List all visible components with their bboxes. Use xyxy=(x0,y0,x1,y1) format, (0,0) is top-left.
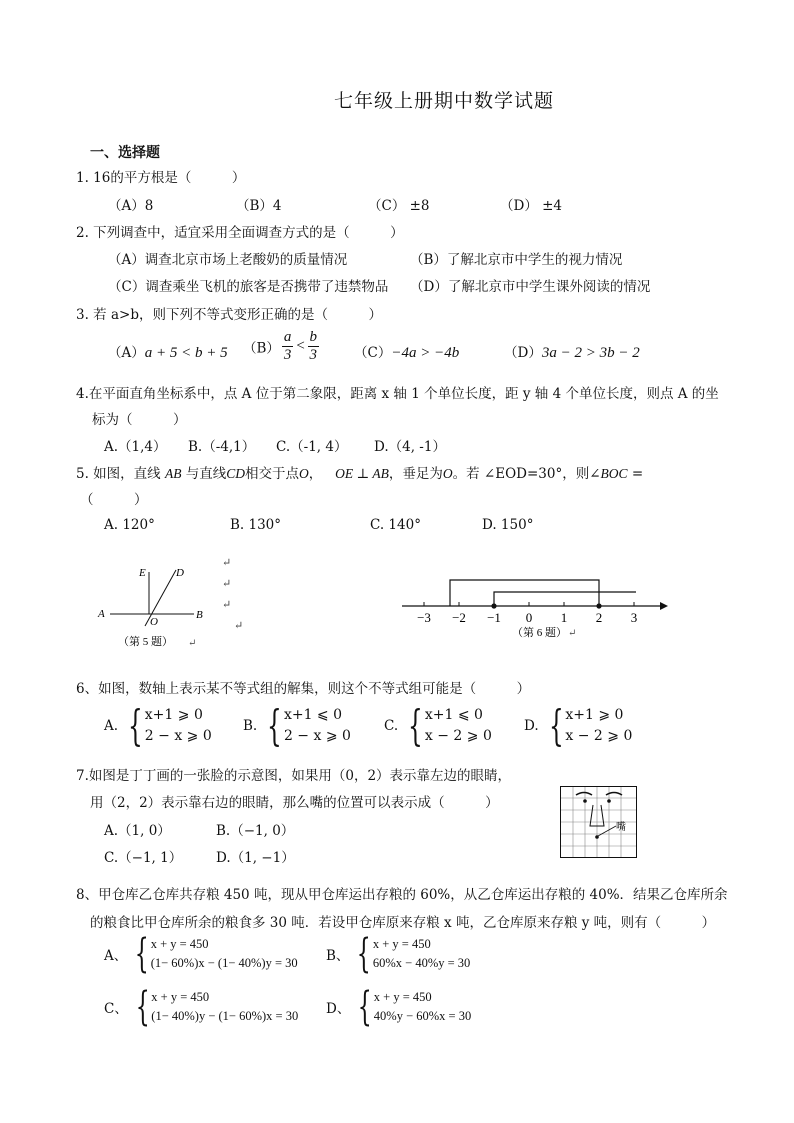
label-d: D xyxy=(176,567,184,579)
question-8-line-2: 的粮食比甲仓库所余的粮食多 30 吨．若设甲仓库原来存粮 x 吨，乙仓库原来存粮 y 吨，则有（ ） xyxy=(90,915,716,931)
q4-option-c: C.（-1, 4） xyxy=(276,439,348,455)
tick-label: 3 xyxy=(630,610,638,625)
q7-option-b: B.（−1, 0） xyxy=(216,823,295,839)
return-mark: ↵ xyxy=(222,556,232,569)
q5-point-o: O xyxy=(299,466,309,481)
return-mark: ↵ xyxy=(568,628,577,639)
question-4-line-2: 标为（ ） xyxy=(92,412,187,428)
q8-option-c: C、 { x + y = 450 (1− 40%)y − (1− 60%)x = 30 xyxy=(104,984,299,1030)
fig5-caption: （第 5 题） xyxy=(118,636,173,648)
q8-option-b: B、 { x + y = 450 60%x − 40%y = 30 xyxy=(326,931,471,977)
label-a: A xyxy=(98,608,105,620)
label-o: O xyxy=(150,616,158,628)
q3-option-b xyxy=(243,330,321,363)
solution-ray-left xyxy=(450,580,599,606)
q5-angle-boc: ∠BOC xyxy=(589,466,628,481)
question-7-line-1: 7.如图是丁丁画的一张脸的示意图，如果用（0，2）表示靠左边的眼睛， xyxy=(76,768,512,784)
fig6-caption: （第 6 题） xyxy=(512,627,567,639)
q8-option-a: A、 { x + y = 450 (1− 60%)x − (1− 40%)y = 30 xyxy=(104,931,298,977)
q5-option-d: D. 150° xyxy=(482,517,534,533)
q3-b-relation: < xyxy=(295,338,306,354)
q7-option-d: D.（1, −1） xyxy=(216,850,295,866)
question-7-line-2: 用（2，2）表示靠右边的眼睛，那么嘴的位置可以表示成（ ） xyxy=(90,795,499,811)
label-e: E xyxy=(139,567,146,579)
q5-option-b: B. 130° xyxy=(230,517,282,533)
q3-a-expr: a + 5 < b + 5 xyxy=(144,345,228,361)
return-mark: ↵ xyxy=(188,638,197,649)
left-eyebrow xyxy=(576,793,592,796)
q5-perp: OE ⊥ AB xyxy=(335,466,389,481)
mouth-label: 嘴 xyxy=(616,822,626,833)
q5-option-a: A. 120° xyxy=(104,517,155,533)
tick-label: 1 xyxy=(560,610,568,625)
return-mark: ↵ xyxy=(234,619,244,632)
question-1: 1. 16的平方根是（ ） xyxy=(76,170,246,186)
q3-option-a xyxy=(108,341,228,362)
tick-label: 0 xyxy=(525,610,533,625)
question-6: 6、如图，数轴上表示某不等式组的解集，则这个不等式组可能是（ ） xyxy=(76,681,531,697)
question-4-line-1: 4.在平面直角坐标系中，点 A 位于第二象限，距离 x 轴 1 个单位长度，距 y 轴 4 个单位长度，则点 A 的坐 xyxy=(76,386,719,402)
mouth-pointer xyxy=(598,826,616,836)
q3-d-label: （D） xyxy=(504,345,542,361)
q5-cd: CD xyxy=(226,466,246,481)
endpoint-dot-right xyxy=(596,603,601,608)
q1-option-a: （A）8 xyxy=(108,198,154,214)
q3-b-fraction-b: $\frac{b}{3}$ xyxy=(309,329,318,363)
q2-option-b: （B）了解北京市中学生的视力情况 xyxy=(410,252,623,268)
q5-ab: AB xyxy=(164,466,182,481)
tick-label: −1 xyxy=(487,610,501,625)
q6-option-c: C. { x+1 ⩽ 0 x − 2 ⩾ 0 xyxy=(384,701,492,750)
q3-b-label: （B） xyxy=(243,340,280,357)
question-5-line-2: （ ） xyxy=(80,492,148,508)
q2-option-d: （D）了解北京市中学生课外阅读的情况 xyxy=(410,279,651,295)
q6-option-a: A. { x+1 ⩾ 0 2 − x ⩾ 0 xyxy=(104,701,212,750)
q7-option-a: A.（1, 0） xyxy=(104,823,171,839)
solution-ray-right xyxy=(494,592,636,606)
section-heading: 一、选择题 xyxy=(90,145,160,161)
tick-label: −2 xyxy=(452,610,466,625)
q3-b-fraction-a: $\frac{a}{3}$ xyxy=(283,329,292,363)
return-mark: ↵ xyxy=(222,577,232,590)
q4-option-d: D.（4, -1） xyxy=(374,439,446,455)
q5-option-c: C. 140° xyxy=(370,517,421,533)
left-eye xyxy=(583,799,587,803)
right-eyebrow xyxy=(606,793,622,796)
right-eye xyxy=(607,799,611,803)
q3-c-expr: −4a > −4b xyxy=(391,345,460,361)
tick-label: −3 xyxy=(417,610,431,625)
return-mark: ↵ xyxy=(222,598,232,611)
q7-option-c: C.（−1, 1） xyxy=(104,850,183,866)
question-3: 3. 若 a>b，则下列不等式变形正确的是（ ） xyxy=(76,307,382,323)
page-title: 七年级上册期中数学试题 xyxy=(334,90,555,112)
q6-option-d: D. { x+1 ⩾ 0 x − 2 ⩾ 0 xyxy=(524,701,633,750)
q1-option-c: （C） ±8 xyxy=(368,198,430,214)
q6-option-b: B. { x+1 ⩽ 0 2 − x ⩾ 0 xyxy=(243,701,351,750)
question-2: 2. 下列调查中，适宜采用全面调查方式的是（ ） xyxy=(76,225,404,241)
q8-option-d: D、 { x + y = 450 40%y − 60%x = 30 xyxy=(326,984,472,1030)
label-b: B xyxy=(196,609,203,621)
q1-option-d: （D） ±4 xyxy=(500,198,563,214)
q3-option-c xyxy=(354,341,459,362)
q2-option-c: （C）调查乘坐飞机的旅客是否携带了违禁物品 xyxy=(108,279,389,295)
q3-d-expr: 3a − 2 > 3b − 2 xyxy=(541,345,640,361)
question-8-line-1: 8、甲仓库乙仓库共存粮 450 吨，现从甲仓库运出存粮的 60%，从乙仓库运出存粮的 40%．结果乙仓库所余 xyxy=(76,887,728,903)
q2-option-a: （A）调查北京市场上老酸奶的质量情况 xyxy=(108,252,348,268)
q3-option-d xyxy=(504,341,640,362)
endpoint-dot-left xyxy=(491,603,496,608)
q3-c-label: （C） xyxy=(354,345,392,361)
q3-a-label: （A） xyxy=(108,345,145,361)
question-5-line-1: 5. 如图，直线 AB 与直线CD相交于点O， OE ⊥ AB，垂足为O。若 ∠EOD=30°，则∠BOC = xyxy=(76,466,644,482)
q4-option-a: A.（1,4） xyxy=(104,439,167,455)
tick-label: 2 xyxy=(595,610,603,625)
axis-arrow xyxy=(660,602,668,610)
figure-7-face-grid xyxy=(560,786,640,860)
q1-option-b: （B）4 xyxy=(236,198,282,214)
q4-option-b: B.（-4,1） xyxy=(188,439,256,455)
figure-6-number-line xyxy=(398,572,668,642)
